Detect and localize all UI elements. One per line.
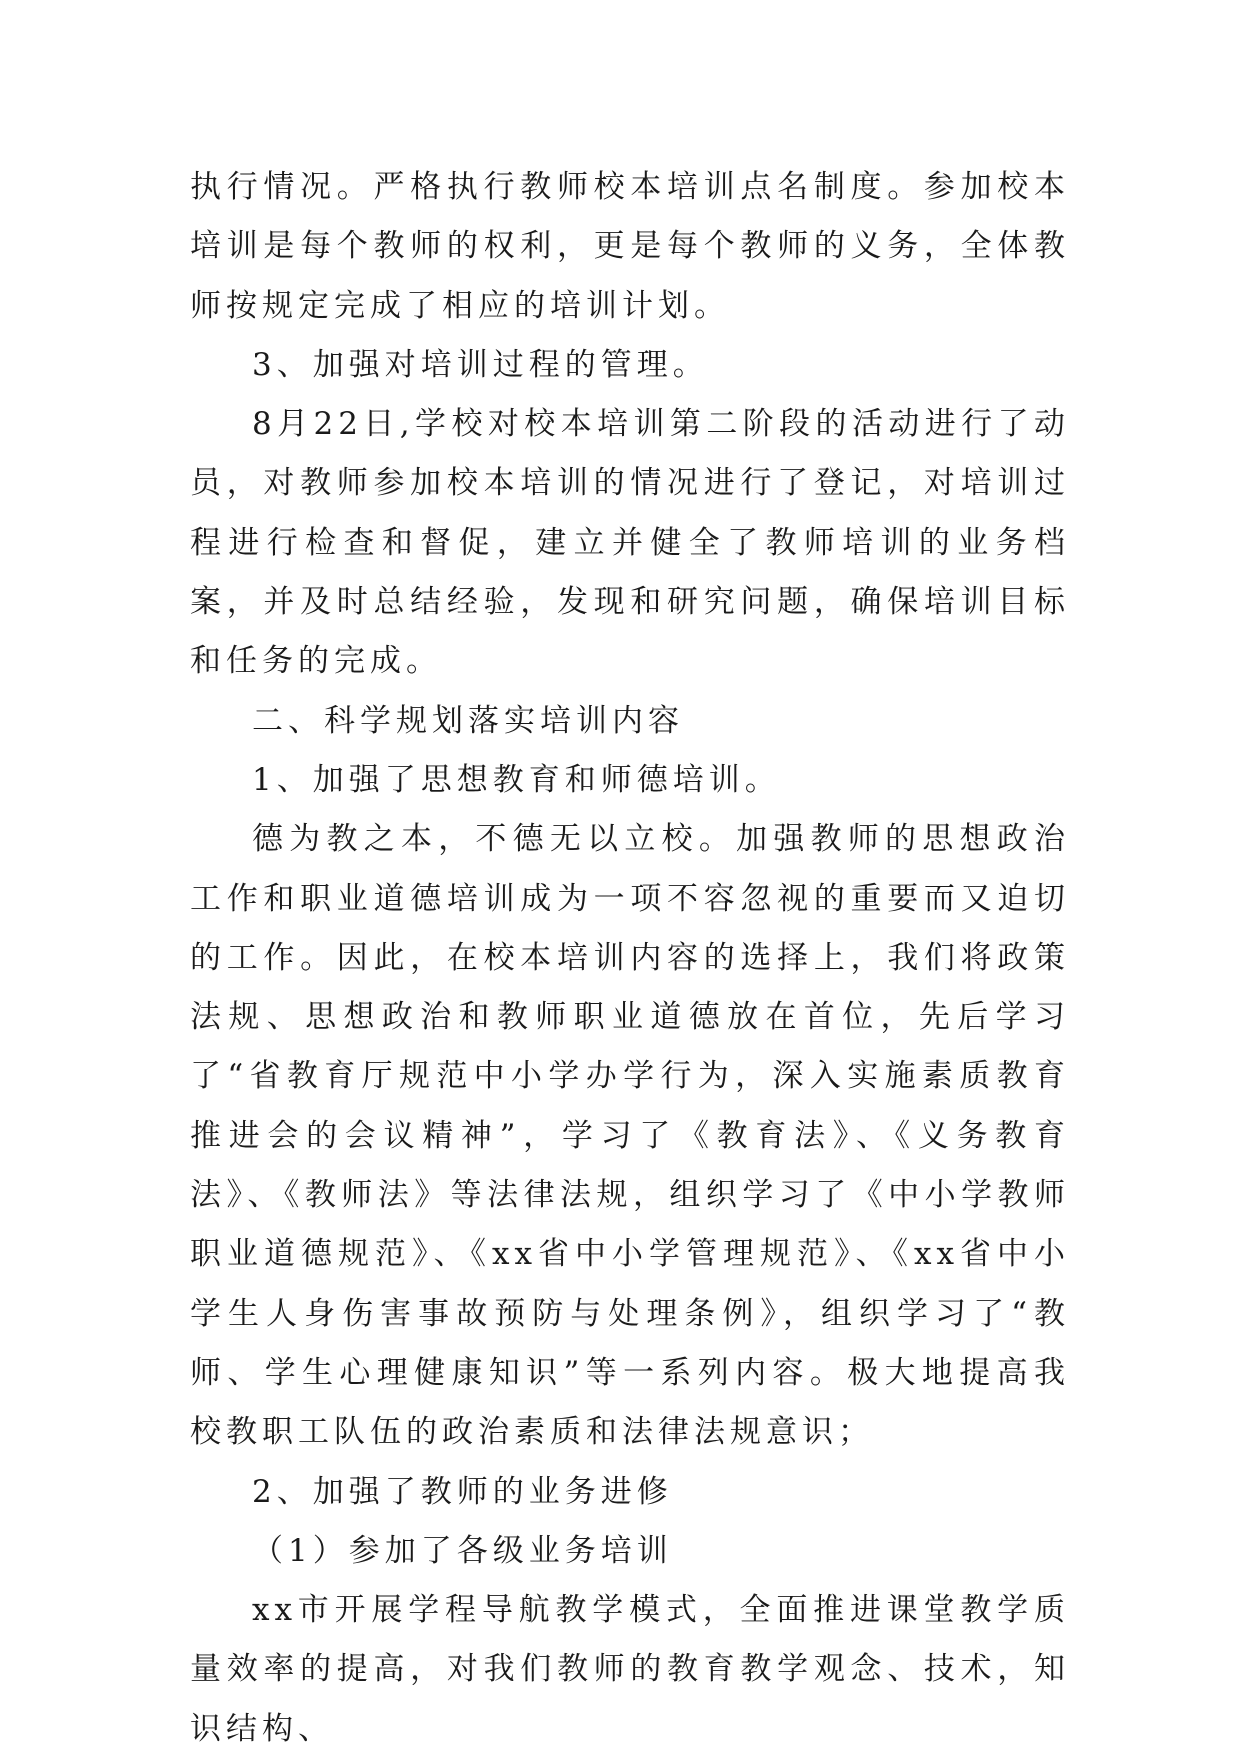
paragraph-5: 1、加强了思想教育和师德培训。 [252,761,781,798]
paragraph-1: 执行情况。严格执行教师校本培训点名制度。参加校本培训是每个教师的权利，更是每个教师的义务，全体教师按规定完成了相应的培训计划。 [190,169,1070,324]
paragraph-6: 德为教之本，不德无以立校。加强教师的思想政治工作和职业道德培训成为一项不容忽视的重要而又迫切的工作。因此，在校本培训内容的选择上，我们将政策法规、思想政治和教师职业道德放在首位，先后学习了“省教育厅规范中小学办学行为，深入实施素质教育推进会的会议精神”，学习了《教育法》、《义务教育法》、《教师法》等法律法规，组织学习了《中小学教师职业道德规范》、《xx省中小学管理规范》、《xx省中小学生人身伤害事故预防与处理条例》，组织学习了“教师、学生心理健康知识”等一系列内容。极大地提高我校教职工队伍的政治素质和法律法规意识； [190,821,1070,1451]
document-body [190,158,1070,1759]
paragraph-8: （1）参加了各级业务培训 [252,1532,673,1569]
paragraph-9: xx市开展学程导航教学模式，全面推进课堂教学质量效率的提高，对我们教师的教育教学观念、技术，知识结构、 [190,1592,1070,1747]
paragraph-3: 8月22日,学校对校本培训第二阶段的活动进行了动员，对教师参加校本培训的情况进行了登记，对培训过程进行检查和督促，建立并健全了教师培训的业务档案，并及时总结经验，发现和研究问题，确保培训目标和任务的完成。 [190,406,1070,680]
paragraph-7: 2、加强了教师的业务进修 [252,1473,673,1510]
paragraph-2: 3、加强对培训过程的管理。 [252,346,709,383]
section-heading: 二、科学规划落实培训内容 [252,702,684,739]
